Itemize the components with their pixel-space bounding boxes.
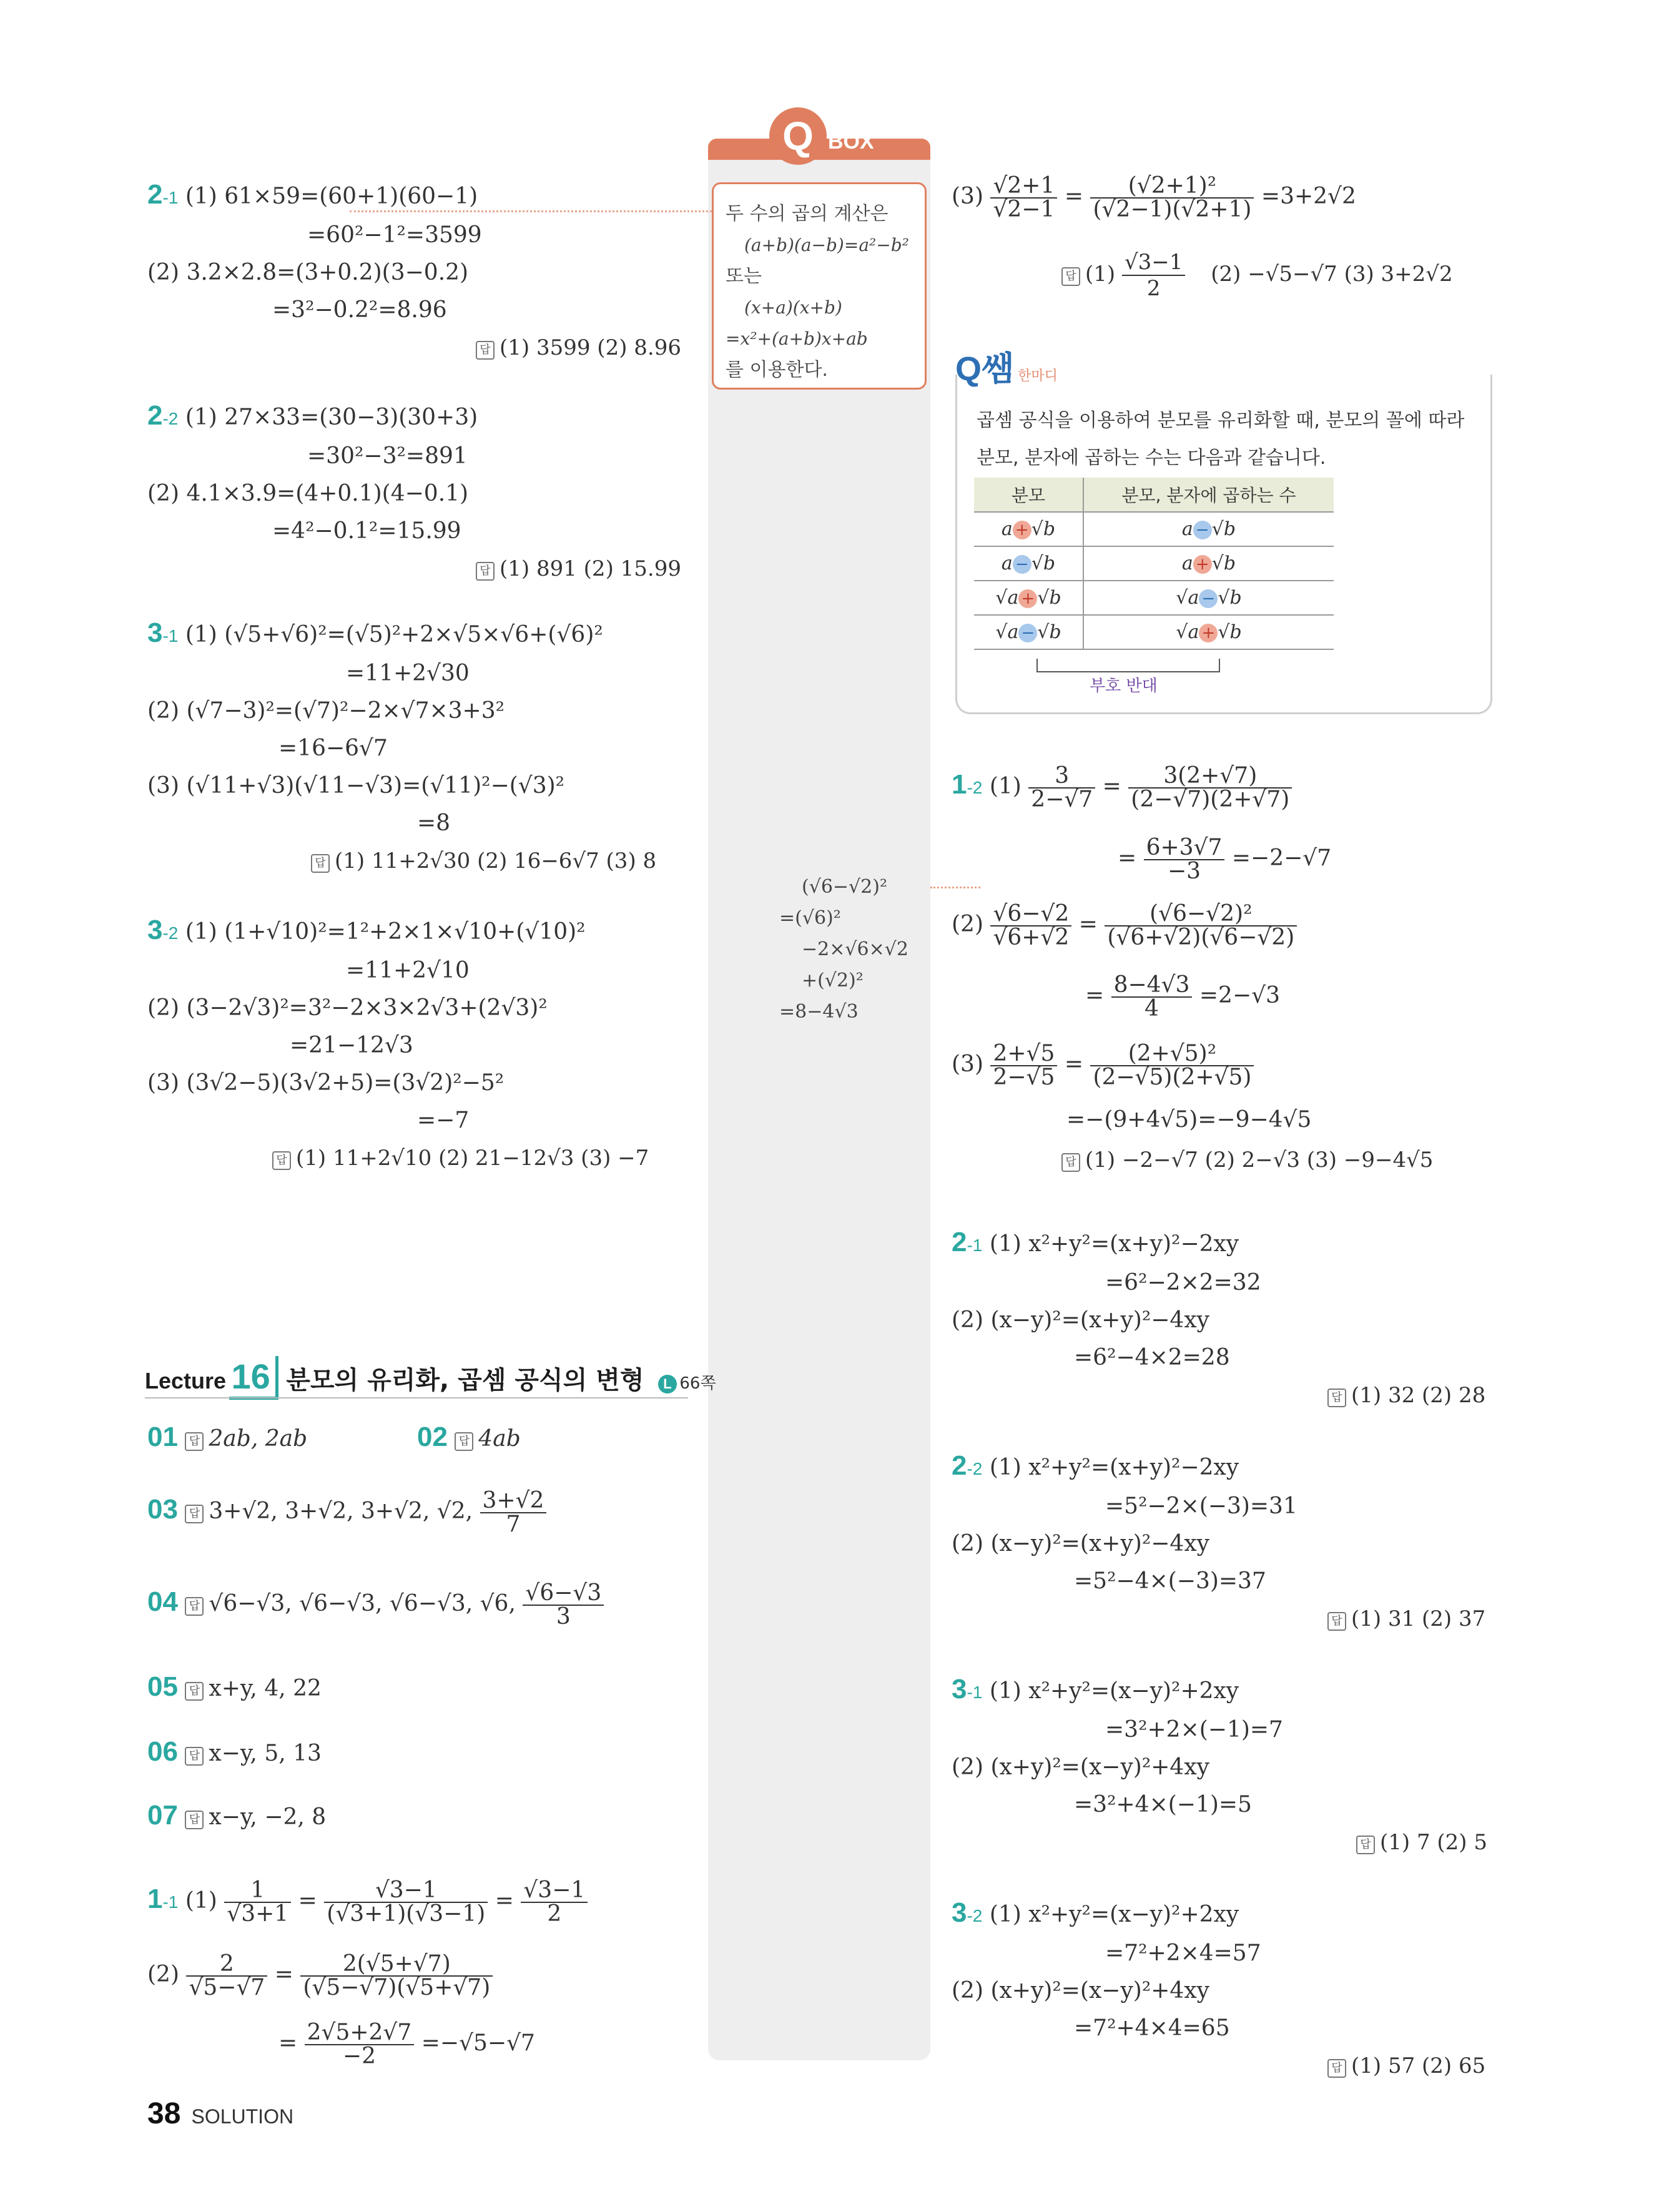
right-problem-3: (3) $\frac{√2+1}{√2-1}$ = $\frac{\text{(√2+1)²}}{(√2-1)(√2+1)}$ =3+2√2	[952, 173, 1356, 222]
qbox-side-note: (√6−√2)² =(√6)² −2×√6×√2 +(√2)² =8−4√3	[779, 876, 908, 1023]
right-problem-2-1: 2-1 (1) x²+y²=(x+y)²−2xy =6²−2×2=32 (2) (x−y)²=(x+y)²−4xy =6²−4×2=28 답 (1) 32 (2) 28	[952, 1227, 1486, 1408]
item-05: 05 답 x+y, 4, 22	[147, 1671, 322, 1702]
leader-line-2	[930, 887, 980, 888]
right-problem-1-2-line4: = $\frac{8-4√3}{4}$ =2−√3	[1085, 972, 1280, 1021]
qbox-title: BOX	[828, 130, 874, 154]
right-problem-3-2: 3-2 (1) x²+y²=(x−y)²+2xy =7²+2×4=57 (2) (x+y)²=(x−y)²+4xy =7²+4×4=65 답 (1) 57 (2) 65	[952, 1897, 1486, 2078]
lecture-rule	[145, 1397, 688, 1398]
problem-2-1: 2-1 (1) 61×59=(60+1)(60−1) =60²−1²=3599 (2) 3.2×2.8=(3+0.2)(3−0.2) =3²−0.2²=8.96 답 (1) 3599 (2) 8.96	[147, 179, 681, 360]
item-02: 02 답 4ab	[417, 1422, 521, 1452]
problem-1-1-part2: (2) $\frac{2}{√5-√7}$ = $\frac{2(√5+√7)}{(√5-√7)(√5+√7)}$	[147, 1953, 493, 1999]
sign-reverse-note: 부호 반대	[1090, 677, 1158, 696]
right-problem-3-answer: 답 (1) $\frac{√3-1}{2}$ (2) −√5−√7 (3) 3+2√2	[1061, 250, 1453, 301]
right-problem-1-2: 1-2 (1) $\frac{3}{2-√7}$ = $\frac{3(2+√7)}{(2-√7)(2+√7)}$	[952, 765, 1292, 811]
problem-2-2: 2-2 (1) 27×33=(30−3)(30+3) =30²−3²=891 (2) 4.1×3.9=(4+0.1)(4−0.1) =4²−0.1²=15.99 답 (1) 891 (2) 15.99	[147, 400, 681, 581]
lecture-header	[145, 1356, 716, 1400]
right-problem-1-2-line5: (3) $\frac{2+√5}{2-√5}$ = $\frac{\text{(2+√5)²}}{(2-√5)(2+√5)}$	[952, 1043, 1254, 1089]
right-problem-2-2: 2-2 (1) x²+y²=(x+y)²−2xy =5²−2×(−3)=31 (2) (x−y)²=(x+y)²−4xy =5²−4×(−3)=37 답 (1) 31 (2) 37	[952, 1450, 1486, 1631]
lecture-number: 16	[229, 1356, 278, 1400]
answer-icon: 답	[311, 854, 330, 873]
item-01: 01 답 2ab, 2ab	[147, 1422, 308, 1452]
page-number: 38	[147, 2097, 181, 2130]
page-ref-icon: L	[658, 1375, 677, 1394]
footer-label: SOLUTION	[191, 2105, 294, 2128]
right-problem-1-2-answer: 답 (1) −2−√7 (2) 2−√3 (3) −9−4√5	[1061, 1148, 1433, 1172]
lecture-title: 분모의 유리화, 곱셈 공식의 변형	[286, 1366, 644, 1395]
problem-1-1-part3: = $\frac{2√5+2√7}{-2}$ =−√5−√7	[278, 2020, 535, 2069]
tip-table: 분모 분모, 분자에 곱하는 수 a + √b a − √b a − √b a + √b √a + √b √a − √b √a − √b √a + √b	[974, 478, 1334, 650]
right-problem-3-1: 3-1 (1) x²+y²=(x−y)²+2xy =3²+2×(−1)=7 (2) (x+y)²=(x−y)²+4xy =3²+4×(−1)=5 답 (1) 7 (2) 5	[952, 1674, 1488, 1855]
qbox-column	[708, 144, 930, 2060]
lecture-word: Lecture	[145, 1368, 227, 1394]
right-problem-1-2-line3: (2) $\frac{√6-√2}{√6+√2}$ = $\frac{\text{(√6−√2)²}}{(√6+√2)(√6-√2)}$	[952, 903, 1297, 949]
qbox-text: 두 수의 곱의 계산은 (a+b)(a−b)=a²−b² 또는 (x+a)(x+b) =x²+(a+b)x+ab 를 이용한다.	[726, 203, 909, 381]
item-06: 06 답 x−y, 5, 13	[147, 1736, 322, 1767]
tip-text: 곱셈 공식을 이용하여 분모를 유리화할 때, 분모의 꼴에 따라 분모, 분자에 곱하는 수는 다음과 같습니다.	[977, 410, 1465, 469]
item-03: 03 답 3+√2, 3+√2, 3+√2, √2, $\frac{3+√2}{7}$	[147, 1490, 546, 1536]
right-problem-1-2-line6: =−(9+4√5)=−9−4√5	[1066, 1107, 1312, 1133]
tip-badge: Q쌤 한마디	[955, 350, 1058, 388]
footer	[147, 2096, 293, 2131]
page-ref: 66쪽	[679, 1374, 716, 1393]
problem-3-1: 3-1 (1) (√5+√6)²=(√5)²+2×√5×√6+(√6)² =11+2√30 (2) (√7−3)²=(√7)²−2×√7×3+3² =16−6√7 (3) (√11+√3)(√11−√3)=(√11)²−(√3)² =8 답 (1) 11+2√30 (2) 16−6√7 (3) 8	[147, 617, 657, 873]
qbox-q-icon: Q	[769, 107, 827, 165]
sign-reverse-bracket	[1036, 659, 1220, 672]
answer-icon: 답	[476, 562, 495, 581]
right-problem-1-2-line2: = $\frac{6+3√7}{-3}$ =−2−√7	[1118, 835, 1332, 884]
item-04: 04 답 √6−√3, √6−√3, √6−√3, √6, $\frac{√6-√3}{3}$	[147, 1582, 604, 1628]
item-07: 07 답 x−y, −2, 8	[147, 1800, 327, 1831]
answer-icon: 답	[272, 1151, 291, 1170]
answer-icon: 답	[476, 341, 495, 360]
problem-1-1: 1-1 (1) $\frac{1}{√3+1}$ = $\frac{√3-1}{(√3+1)(√3-1)}$ = $\frac{√3-1}{2}$	[147, 1879, 588, 1925]
problem-3-2: 3-2 (1) (1+√10)²=1²+2×1×√10+(√10)² =11+2√10 (2) (3−2√3)²=3²−2×3×2√3+(2√3)² =21−12√3 (3) (3√2−5)(3√2+5)=(3√2)²−5² =−7 답 (1) 11+2√10 (2) 21−12√3 (3) −7	[147, 915, 649, 1171]
